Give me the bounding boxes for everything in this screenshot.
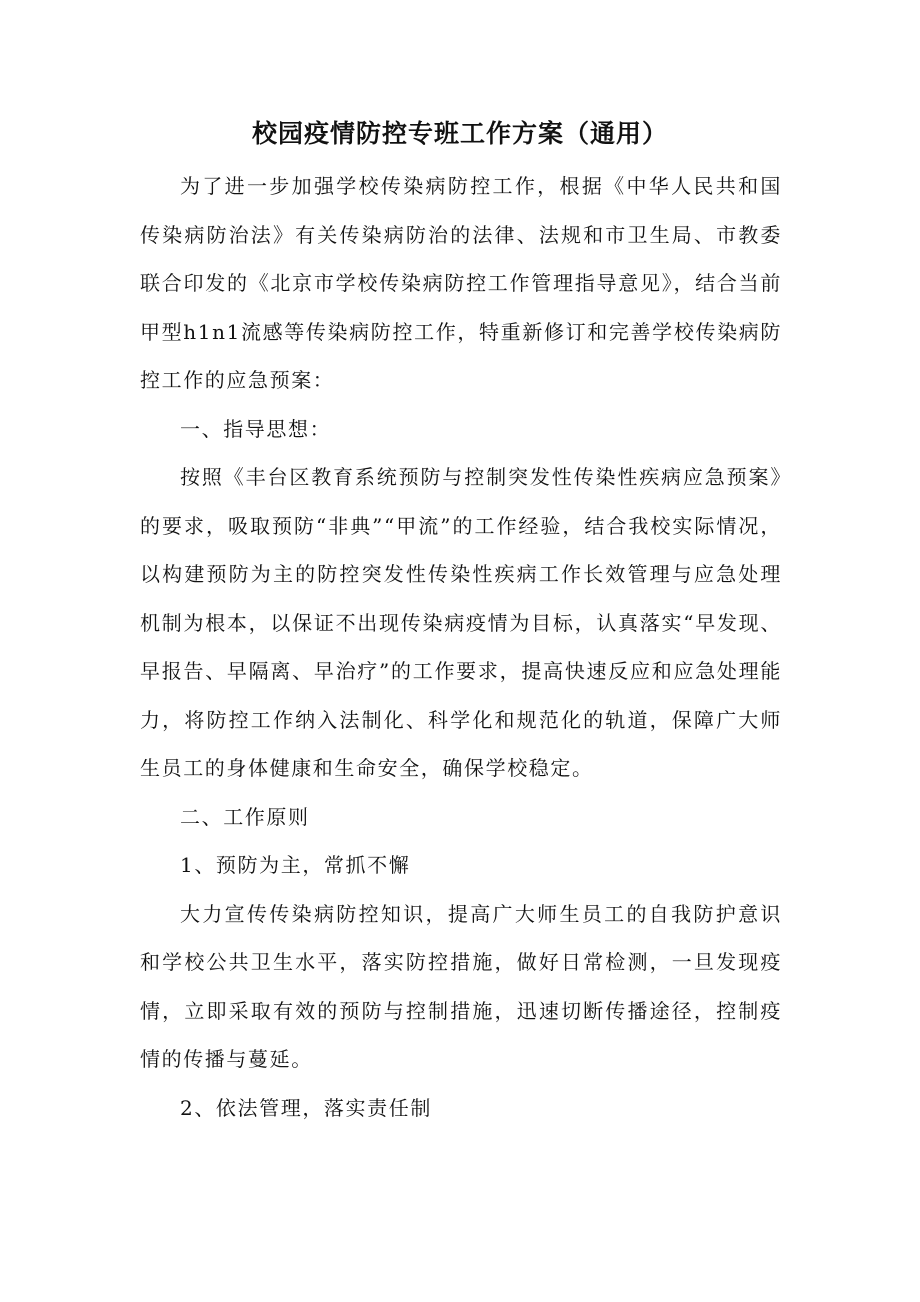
subheading-prevention-first: 1、预防为主，常抓不懈 [180,853,411,877]
subheading-legal-management: 2、依法管理，落实责任制 [180,1095,432,1120]
section-heading-work-principles: 二、工作原则 [180,804,310,829]
guiding-principle-paragraph: 按照《丰台区教育系统预防与控制突发性传染性疾病应急预案》的要求，吸取预防“非典”“甲流”的工作经验，结合我校实际情况，以构建预防为主的防控突发性传染性疾病工作长效管理与应急处理机制为根本，以保证不出现传染病疫情为目标，认真落实“早发现、早报告、早隔离、早治疗”的工作要求，提高快速反应和应急处理能力，将防控工作纳入法制化、科学化和规范化的轨道，保障广大师生员工的身体健康和生命安全，确保学校稳定。 [140,465,782,780]
prevention-paragraph: 大力宣传传染病防控知识，提高广大师生员工的自我防护意识和学校公共卫生水平，落实防控措施，做好日常检测，一旦发现疫情，立即采取有效的预防与控制措施，迅速切断传播途径，控制疫情的传播与蔓延。 [140,901,782,1071]
document-title: 校园疫情防控专班工作方案（通用） [251,119,668,148]
document-body [140,162,782,1132]
section-heading-guiding-principle: 一、指导思想： [180,416,332,441]
intro-paragraph: 为了进一步加强学校传染病防控工作，根据《中华人民共和国传染病防治法》有关传染病防治的法律、法规和市卫生局、市教委联合印发的《北京市学校传染病防控工作管理指导意见》，结合当前甲型h1n1流感等传染病防控工作，特重新修订和完善学校传染病防控工作的应急预案： [140,174,782,392]
